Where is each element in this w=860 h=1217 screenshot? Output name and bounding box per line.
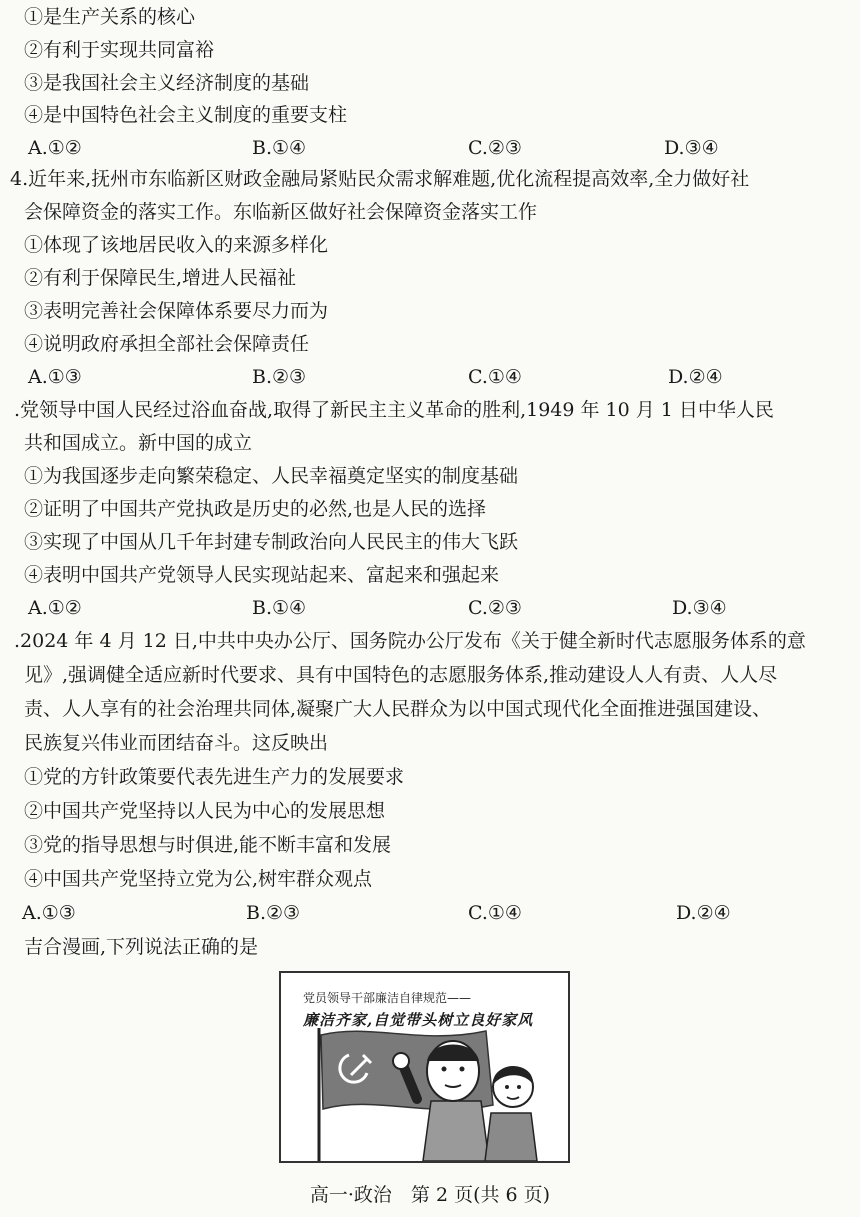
q4-stem-line2: 会保障资金的落实工作。东临新区做好社会保障资金落实工作 xyxy=(24,201,538,223)
q3-item-4: ④是中国特色社会主义制度的重要支柱 xyxy=(24,104,348,126)
q6-option-c[interactable]: C.①④ xyxy=(468,902,522,924)
q6-item-2: ②中国共产党坚持以人民为中心的发展思想 xyxy=(24,800,386,822)
q4-option-d[interactable]: D.②④ xyxy=(668,366,723,388)
q4-item-1: ①体现了该地居民收入的来源多样化 xyxy=(24,234,329,256)
q5-options xyxy=(28,595,818,621)
q4-option-b[interactable]: B.②③ xyxy=(252,366,307,388)
q5-item-2: ②证明了中国共产党执政是历史的必然,也是人民的选择 xyxy=(24,498,487,520)
q3-item-3: ③是我国社会主义经济制度的基础 xyxy=(24,72,310,94)
q4-option-c[interactable]: C.①④ xyxy=(468,366,522,388)
q6-item-4: ④中国共产党坚持立党为公,树牢群众观点 xyxy=(24,868,373,890)
q3-option-d[interactable]: D.③④ xyxy=(664,137,719,159)
q6-option-a[interactable]: A.①③ xyxy=(22,902,76,924)
cartoon-caption-1: 党员领导干部廉洁自律规范—— xyxy=(303,991,472,1005)
q4-item-4: ④说明政府承担全部社会保障责任 xyxy=(24,333,310,355)
q4-option-a[interactable]: A.①③ xyxy=(28,366,82,388)
q5-item-1: ①为我国逐步走向繁荣稳定、人民幸福奠定坚实的制度基础 xyxy=(24,465,519,487)
q6-options xyxy=(22,900,818,926)
q6-stem-line4: 民族复兴伟业而团结奋斗。这反映出 xyxy=(24,732,329,754)
q3-item-2: ②有利于实现共同富裕 xyxy=(24,39,215,61)
q5-option-c[interactable]: C.②③ xyxy=(468,597,522,619)
q3-item-1: ①是生产关系的核心 xyxy=(24,6,196,28)
q4-item-2: ②有利于保障民生,增进人民福祉 xyxy=(24,267,297,289)
q6-option-d[interactable]: D.②④ xyxy=(676,902,731,924)
q7-stem: 吉合漫画,下列说法正确的是 xyxy=(24,936,259,958)
q4-options xyxy=(28,364,818,390)
q5-item-3: ③实现了中国从几千年封建专制政治向人民民主的伟大飞跃 xyxy=(24,531,519,553)
q5-option-b[interactable]: B.①④ xyxy=(252,597,307,619)
q5-item-4: ④表明中国共产党领导人民实现站起来、富起来和强起来 xyxy=(24,564,500,586)
q3-option-b[interactable]: B.①④ xyxy=(252,137,307,159)
q6-stem-line1: .2024 年 4 月 12 日,中共中央办公厅、国务院办公厅发布《关于健全新时代志愿服务体系的意 xyxy=(14,630,806,652)
q3-option-a[interactable]: A.①② xyxy=(28,137,82,159)
q5-option-a[interactable]: A.①② xyxy=(28,597,82,619)
q6-stem-line2: 见》,强调健全适应新时代要求、具有中国特色的志愿服务体系,推动建设人人有责、人人尽 xyxy=(24,664,778,686)
q6-item-1: ①党的方针政策要代表先进生产力的发展要求 xyxy=(24,766,405,788)
q5-stem-line1: .党领导中国人民经过浴血奋战,取得了新民主主义革命的胜利,1949 年 10 月 1 日中华人民 xyxy=(14,399,774,421)
cartoon-caption-2: 廉洁齐家,自觉带头树立良好家风 xyxy=(303,1011,534,1029)
cartoon-woman xyxy=(485,1066,537,1161)
q4-item-3: ③表明完善社会保障体系要尽力而为 xyxy=(24,300,329,322)
q4-stem-line1: 4.近年来,抚州市东临新区财政金融局紧贴民众需求解难题,优化流程提高效率,全力做好社 xyxy=(10,168,750,190)
page-footer: 高一·政治 第 2 页(共 6 页) xyxy=(309,1184,551,1206)
q6-item-3: ③党的指导思想与时俱进,能不断丰富和发展 xyxy=(24,834,392,856)
q6-option-b[interactable]: B.②③ xyxy=(246,902,301,924)
q3-options xyxy=(28,135,818,161)
q5-option-d[interactable]: D.③④ xyxy=(672,597,727,619)
q3-option-c[interactable]: C.②③ xyxy=(468,137,522,159)
cartoon-figure xyxy=(279,971,570,1163)
q6-stem-line3: 责、人人享有的社会治理共同体,凝聚广大人民群众为以中国式现代化全面推进强国建设、 xyxy=(24,698,772,720)
q5-stem-line2: 共和国成立。新中国的成立 xyxy=(24,432,253,454)
